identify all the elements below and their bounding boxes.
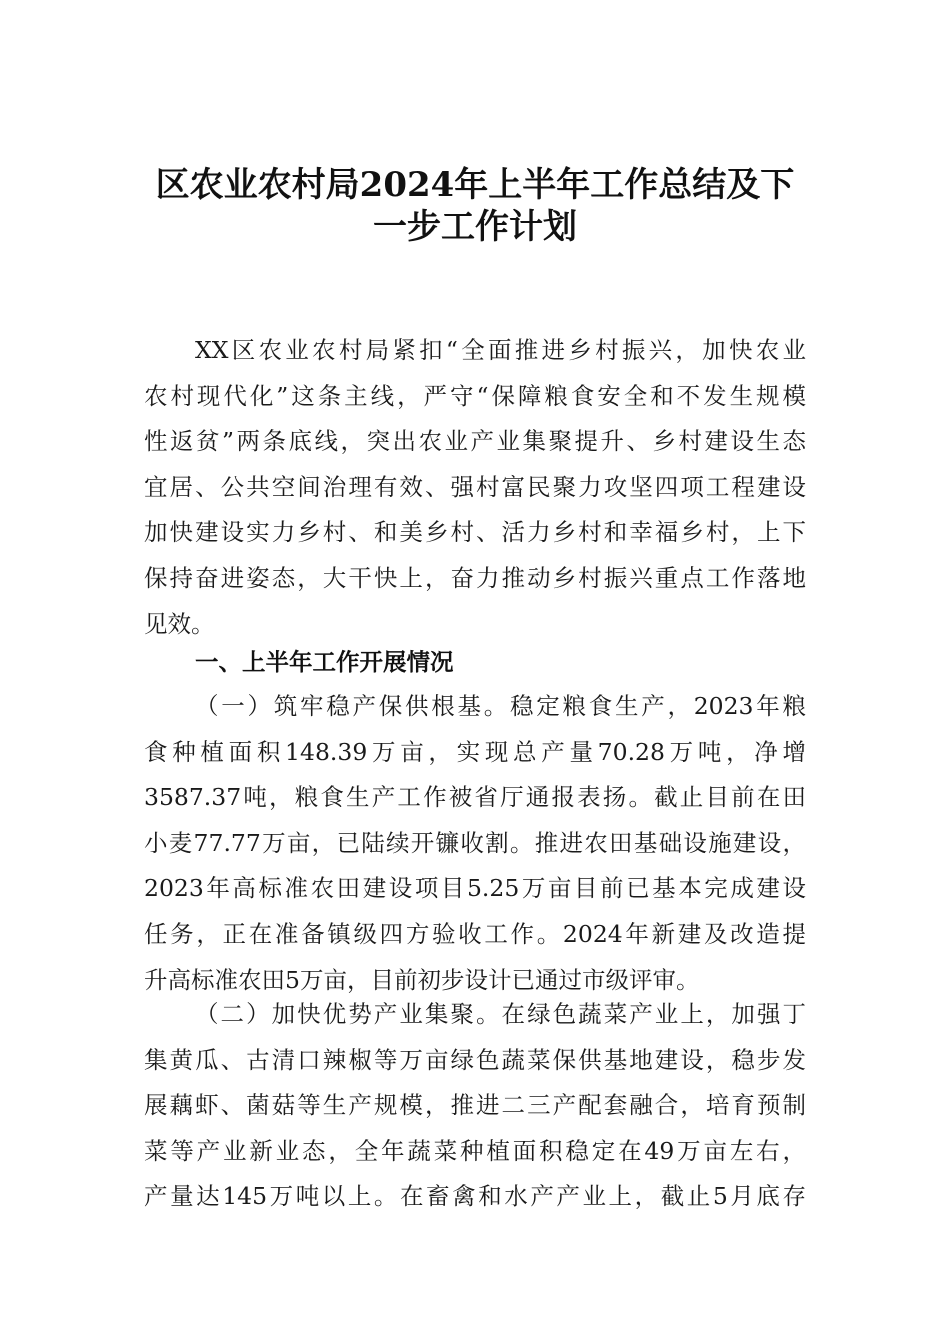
intro-paragraph: [144, 328, 806, 647]
section-2-paragraph: [144, 992, 806, 1220]
text-line: （二）加快优势产业集聚。在绿色蔬菜产业上，加强丁: [195, 1000, 806, 1028]
text-line: 集黄瓜、古清口辣椒等万亩绿色蔬菜保供基地建设，稳步发: [144, 1045, 806, 1074]
text-line: 任务，正在准备镇级四方验收工作。2024年新建及改造提: [144, 919, 806, 948]
text-line: 产量达145万吨以上。在畜禽和水产产业上，截止5月底存: [144, 1182, 806, 1211]
text-line: 展藕虾、菌菇等生产规模，推进二三产配套融合，培育预制: [144, 1091, 806, 1120]
text-line: 3587.37吨，粮食生产工作被省厅通报表扬。截止目前在田: [144, 783, 806, 812]
text-line: XX区农业农村局紧扣“全面推进乡村振兴，加快农业: [195, 336, 806, 364]
text-line: 小麦77.77万亩，已陆续开镰收割。推进农田基础设施建设，: [144, 828, 806, 857]
text-line: （一）筑牢稳产保供根基。稳定粮食生产，2023年粮: [195, 692, 806, 720]
text-line: 性返贫”两条底线，突出农业产业集聚提升、乡村建设生态: [144, 427, 806, 456]
section-heading: 一、上半年工作开展情况: [195, 648, 454, 676]
text-line: 2023年高标准农田建设项目5.25万亩目前已基本完成建设: [144, 874, 806, 903]
document-title-line-2: 一步工作计划: [373, 207, 577, 247]
document-title-line-1: 区农业农村局2024年上半年工作总结及下: [155, 165, 795, 205]
text-line: 农村现代化”这条主线，严守“保障粮食安全和不发生规模: [144, 381, 806, 410]
text-line: 升高标准农田5万亩，目前初步设计已通过市级评审。: [144, 965, 700, 994]
text-line: 食种植面积148.39万亩，实现总产量70.28万吨，净增: [144, 737, 806, 766]
text-line: 菜等产业新业态，全年蔬菜种植面积稳定在49万亩左右，: [144, 1136, 806, 1165]
text-line: 保持奋进姿态，大干快上，奋力推动乡村振兴重点工作落地: [144, 563, 806, 592]
text-line: 见效。: [144, 609, 215, 638]
section-1-paragraph: [144, 684, 806, 1003]
text-line: 加快建设实力乡村、和美乡村、活力乡村和幸福乡村，上下: [144, 518, 806, 547]
text-line: 宜居、公共空间治理有效、强村富民聚力攻坚四项工程建设: [144, 472, 806, 501]
